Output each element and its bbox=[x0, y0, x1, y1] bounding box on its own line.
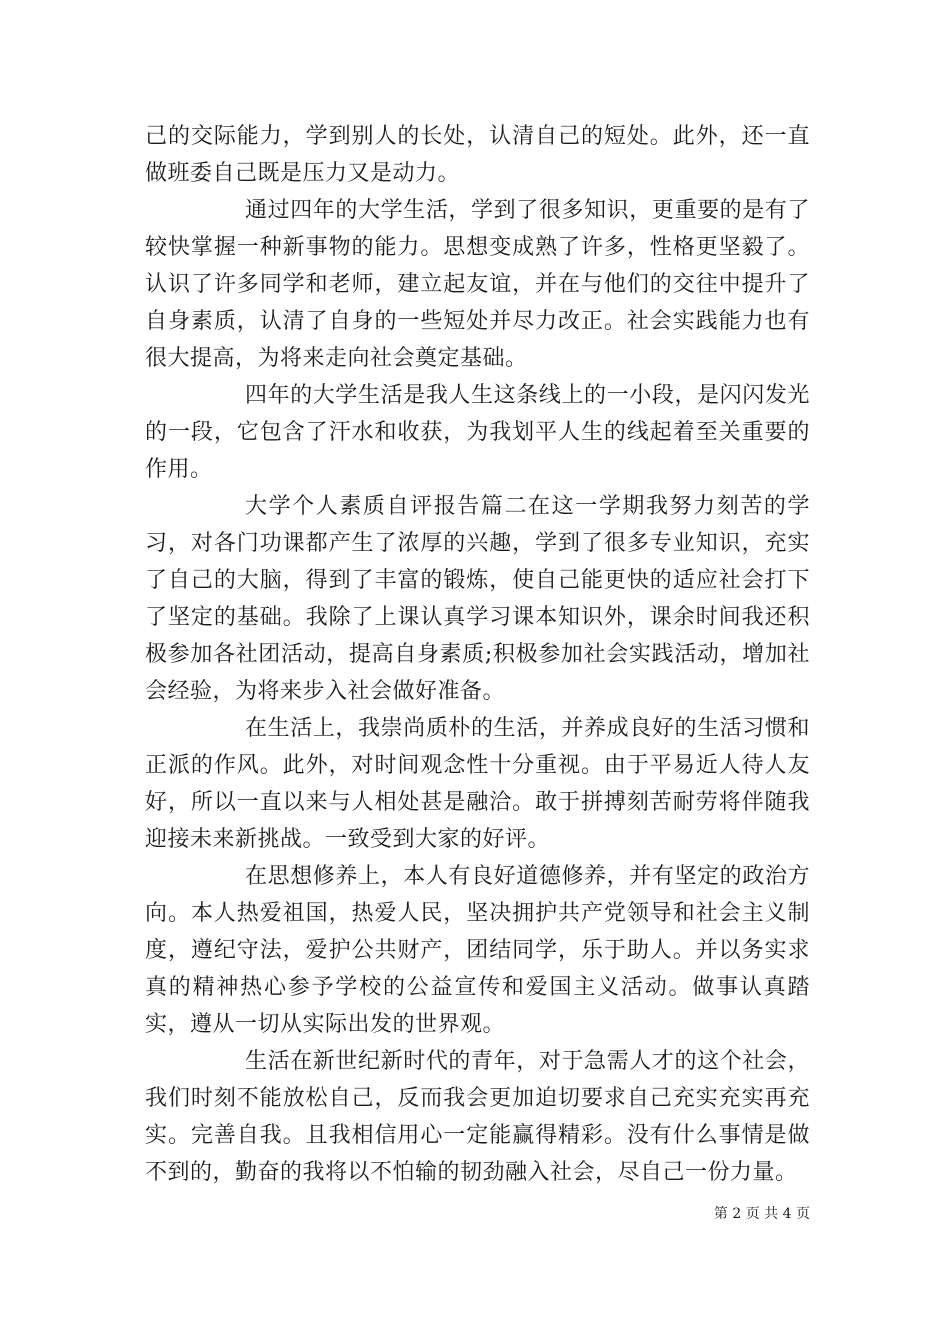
paragraph-conclusion: 生活在新世纪新时代的青年，对于急需人才的这个社会，我们时刻不能放松自己，反而我会更加迫切要求自己充实充实再充实。完善自我。且我相信用心一定能赢得精彩。没有什么事情是做不到的，勤奋的我将以不怕输的韧劲融入社会，尽自己一份力量。 bbox=[145, 1049, 810, 1185]
paragraph-four-years: 四年的大学生活是我人生这条线上的一小段，是闪闪发光的一段，它包含了汗水和收获，为我划平人生的线起着至关重要的作用。 bbox=[145, 383, 810, 482]
body-text bbox=[145, 118, 810, 1191]
paragraph-university-life: 通过四年的大学生活，学到了很多知识，更重要的是有了较快掌握一种新事物的能力。思想变成熟了许多，性格更坚毅了。认识了许多同学和老师，建立起友谊，并在与他们的交往中提升了自身素质，认清了自身的一些短处并尽力改正。社会实践能力也有很大提高，为将来走向社会奠定基础。 bbox=[145, 198, 810, 371]
paragraph-ideology: 在思想修养上，本人有良好道德修养，并有坚定的政治方向。本人热爱祖国，热爱人民，坚决拥护共产党领导和社会主义制度，遵纪守法，爱护公共财产，团结同学，乐于助人。并以务实求真的精神热心参予学校的公益宣传和爱国主义活动。做事认真踏实，遵从一切从实际出发的世界观。 bbox=[145, 864, 810, 1037]
paragraph-report-part-two: 大学个人素质自评报告篇二在这一学期我努力刻苦的学习，对各门功课都产生了浓厚的兴趣，学到了很多专业知识，充实了自己的大脑，得到了丰富的锻炼，使自己能更快的适应社会打下了坚定的基础。我除了上课认真学习课本知识外，课余时间我还积极参加各社团活动，提高自身素质;积极参加社会实践活动，增加社会经验，为将来步入社会做好准备。 bbox=[145, 494, 810, 704]
page-number-footer: 第 2 页 共 4 页 bbox=[713, 1206, 810, 1222]
paragraph-continuation: 己的交际能力，学到别人的长处，认清自己的短处。此外，还一直做班委自己既是压力又是动力。 bbox=[145, 124, 810, 186]
paragraph-daily-life: 在生活上，我崇尚质朴的生活，并养成良好的生活习惯和正派的作风。此外，对时间观念性十分重视。由于平易近人待人友好，所以一直以来与人相处甚是融洽。敢于拼搏刻苦耐劳将伴随我迎接未来新挑战。一致受到大家的好评。 bbox=[145, 716, 810, 852]
